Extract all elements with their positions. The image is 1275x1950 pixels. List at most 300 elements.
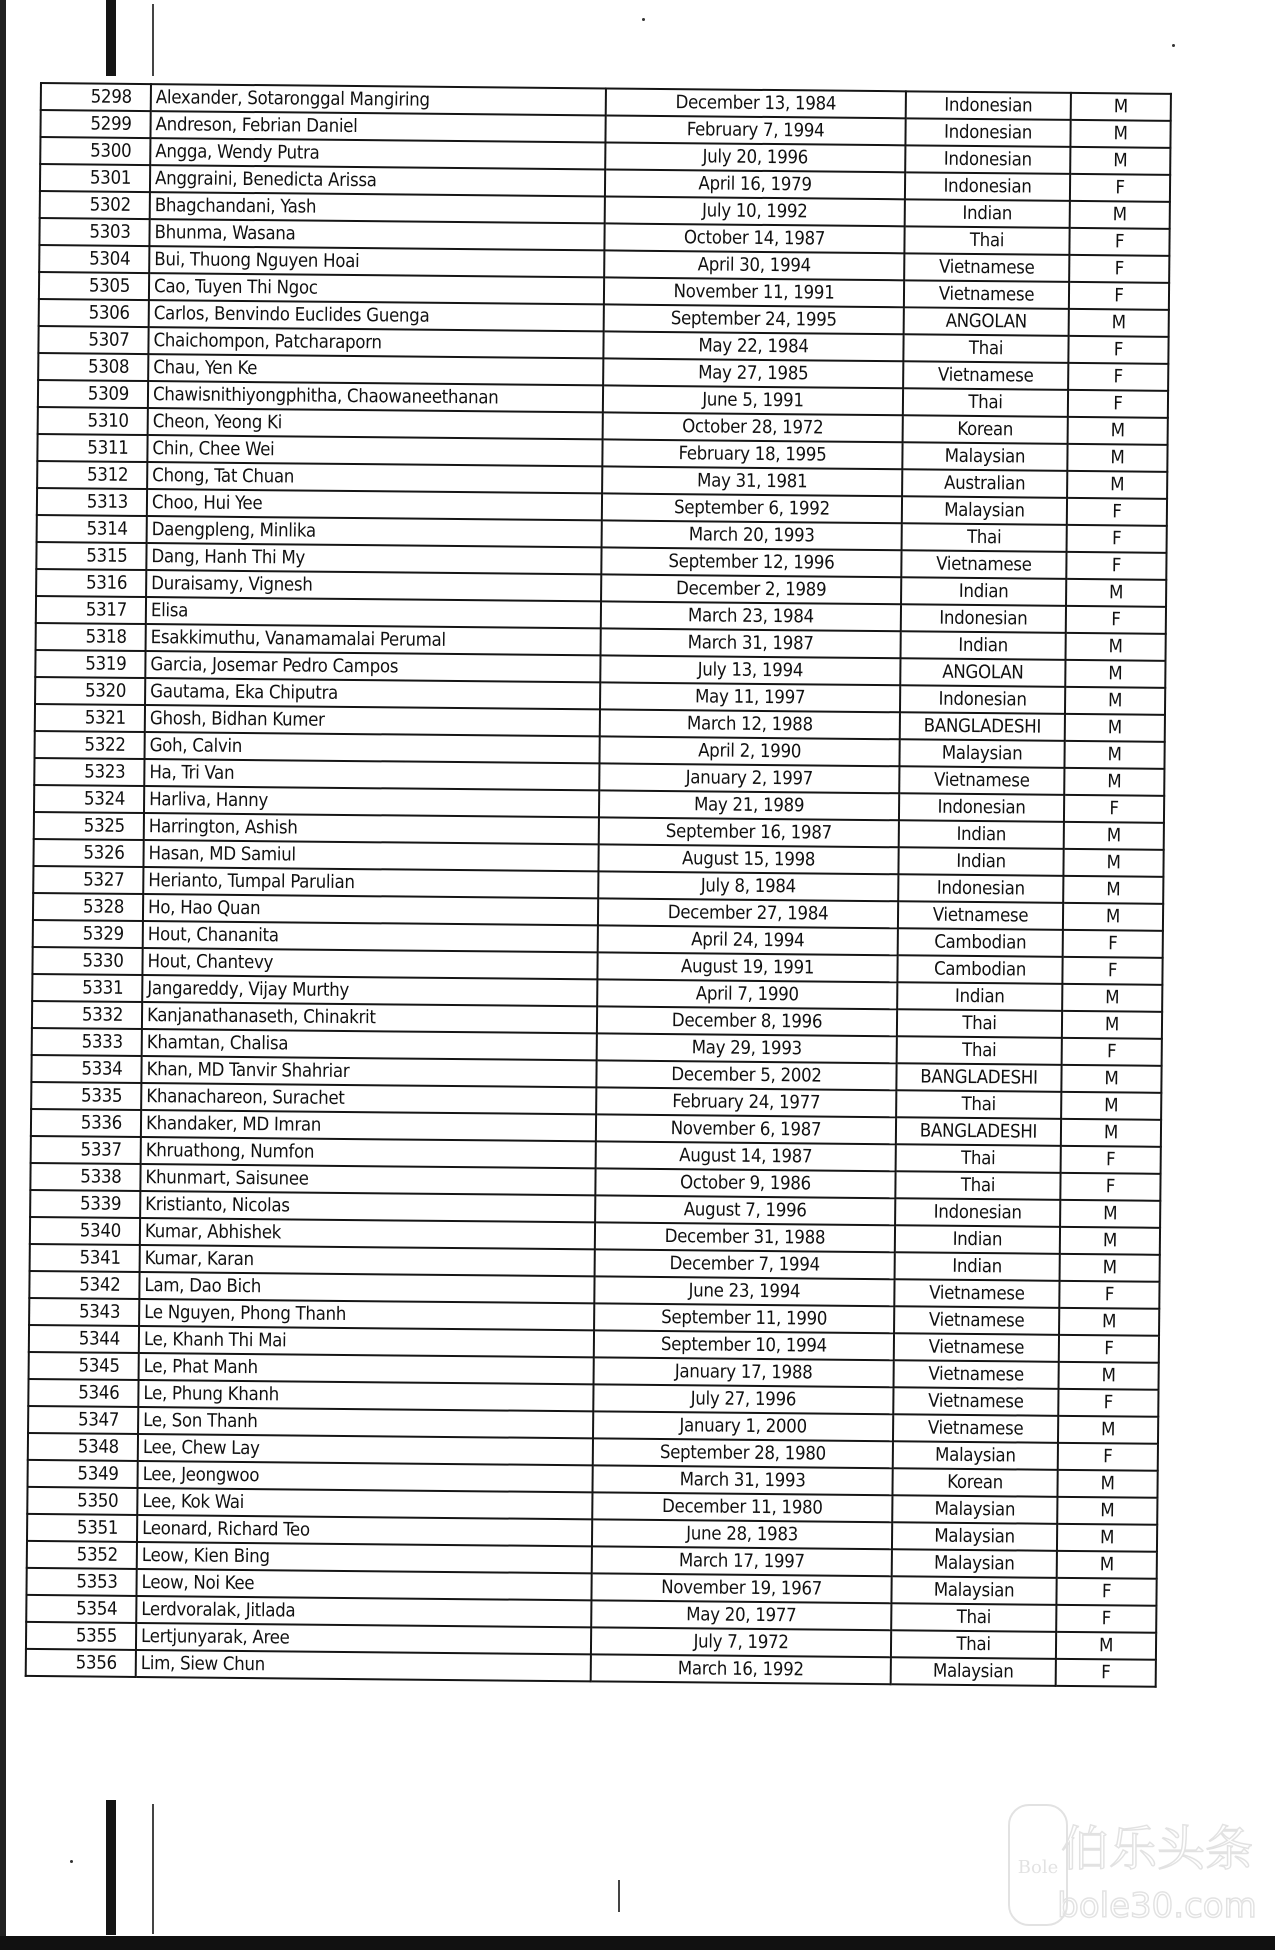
- cell-sex: F: [1068, 336, 1168, 364]
- cell-date-of-birth: July 20, 1996: [605, 142, 905, 172]
- cell-sex: M: [1070, 147, 1170, 175]
- cell-sex: F: [1066, 606, 1166, 634]
- cell-number: 5350: [27, 1487, 137, 1515]
- cell-number: 5307: [38, 326, 148, 354]
- cell-sex: F: [1069, 228, 1169, 256]
- cell-number: 5355: [26, 1622, 136, 1650]
- cell-sex: M: [1064, 822, 1164, 850]
- cell-sex: F: [1061, 1146, 1161, 1174]
- cell-date-of-birth: September 12, 1996: [601, 547, 901, 577]
- cell-name: Leonard, Richard Teo: [137, 1515, 592, 1546]
- cell-number: 5323: [34, 758, 144, 786]
- cell-sex: M: [1071, 93, 1171, 121]
- cell-number: 5356: [26, 1649, 136, 1677]
- cell-number: 5322: [35, 731, 145, 759]
- cell-nationality: Malaysian: [892, 1495, 1057, 1524]
- cell-name: Lerdvoralak, Jitlada: [136, 1596, 591, 1627]
- cell-number: 5341: [30, 1244, 140, 1272]
- cell-number: 5333: [32, 1028, 142, 1056]
- cell-nationality: Thai: [902, 523, 1067, 552]
- cell-sex: F: [1070, 174, 1170, 202]
- cell-name: Khandaker, MD Imran: [141, 1110, 596, 1141]
- cell-date-of-birth: January 17, 1988: [594, 1357, 894, 1387]
- cell-date-of-birth: March 31, 1993: [592, 1465, 892, 1495]
- watermark-logo: [1007, 1795, 1257, 1930]
- cell-name: Carlos, Benvindo Euclides Guenga: [149, 300, 604, 331]
- cell-date-of-birth: May 11, 1997: [600, 682, 900, 712]
- cell-nationality: Indonesian: [905, 118, 1070, 147]
- cell-name: Garcia, Josemar Pedro Campos: [145, 651, 600, 682]
- cell-nationality: Indonesian: [898, 874, 1063, 903]
- scan-speck: [70, 1860, 73, 1863]
- cell-nationality: BANGLADESHI: [900, 712, 1065, 741]
- cell-name: Lee, Chew Lay: [138, 1434, 593, 1465]
- cell-sex: M: [1067, 444, 1167, 472]
- cell-number: 5299: [40, 110, 150, 138]
- cell-sex: F: [1064, 795, 1164, 823]
- cell-date-of-birth: December 27, 1984: [598, 898, 898, 928]
- cell-nationality: Indian: [899, 820, 1064, 849]
- cell-number: 5301: [40, 164, 150, 192]
- cell-date-of-birth: August 19, 1991: [597, 952, 897, 982]
- cell-name: Kristianto, Nicolas: [140, 1191, 595, 1222]
- cell-number: 5314: [37, 515, 147, 543]
- cell-sex: F: [1068, 363, 1168, 391]
- scan-speck: [1172, 44, 1175, 47]
- cell-number: 5315: [36, 542, 146, 570]
- cell-sex: F: [1062, 957, 1162, 985]
- cell-nationality: Vietnamese: [904, 253, 1069, 282]
- cell-nationality: Indonesian: [906, 91, 1071, 120]
- svg-text:Bole: Bole: [1017, 1857, 1059, 1878]
- cell-nationality: Korean: [903, 415, 1068, 444]
- cell-name: Chong, Tat Chuan: [147, 462, 602, 493]
- cell-number: 5306: [39, 299, 149, 327]
- cell-sex: M: [1060, 1227, 1160, 1255]
- svg-text:伯乐头条: 伯乐头条: [1060, 1821, 1254, 1877]
- cell-nationality: BANGLADESHI: [896, 1117, 1061, 1146]
- cell-number: 5334: [31, 1055, 141, 1083]
- cell-sex: M: [1060, 1200, 1160, 1228]
- cell-sex: M: [1061, 1119, 1161, 1147]
- cell-name: Lertjunyarak, Aree: [136, 1623, 591, 1654]
- cell-sex: M: [1064, 768, 1164, 796]
- cell-number: 5320: [35, 677, 145, 705]
- cell-nationality: Thai: [897, 1036, 1062, 1065]
- cell-name: Le, Phung Khanh: [138, 1380, 593, 1411]
- cell-sex: M: [1057, 1497, 1157, 1525]
- cell-date-of-birth: July 13, 1994: [600, 655, 900, 685]
- cell-sex: F: [1069, 255, 1169, 283]
- cell-number: 5313: [37, 488, 147, 516]
- cell-nationality: Malaysian: [891, 1657, 1056, 1686]
- cell-date-of-birth: May 29, 1993: [597, 1033, 897, 1063]
- cell-sex: F: [1056, 1605, 1156, 1633]
- cell-sex: M: [1066, 633, 1166, 661]
- cell-name: Elisa: [146, 597, 601, 628]
- cell-nationality: Vietnamese: [899, 766, 1064, 795]
- cell-date-of-birth: December 13, 1984: [606, 88, 906, 118]
- cell-date-of-birth: August 15, 1998: [598, 844, 898, 874]
- cell-nationality: Cambodian: [897, 955, 1062, 984]
- cell-nationality: Vietnamese: [898, 901, 1063, 930]
- cell-number: 5330: [32, 947, 142, 975]
- cell-date-of-birth: September 28, 1980: [593, 1438, 893, 1468]
- cell-name: Chawisnithiyongphitha, Chaowaneethanan: [148, 381, 603, 412]
- cell-number: 5325: [34, 812, 144, 840]
- cell-number: 5308: [38, 353, 148, 381]
- cell-date-of-birth: May 20, 1977: [591, 1600, 891, 1630]
- cell-date-of-birth: October 14, 1987: [604, 223, 904, 253]
- cell-date-of-birth: September 10, 1994: [594, 1330, 894, 1360]
- cell-date-of-birth: December 11, 1980: [592, 1492, 892, 1522]
- cell-date-of-birth: August 7, 1996: [595, 1195, 895, 1225]
- cell-name: Le Nguyen, Phong Thanh: [139, 1299, 594, 1330]
- cell-date-of-birth: May 21, 1989: [599, 790, 899, 820]
- cell-number: 5339: [30, 1190, 140, 1218]
- cell-number: 5340: [30, 1217, 140, 1245]
- cell-date-of-birth: September 11, 1990: [594, 1303, 894, 1333]
- cell-number: 5332: [32, 1001, 142, 1029]
- cell-nationality: Indian: [901, 577, 1066, 606]
- cell-nationality: Thai: [891, 1603, 1056, 1632]
- cell-date-of-birth: July 10, 1992: [605, 196, 905, 226]
- cell-date-of-birth: April 24, 1994: [598, 925, 898, 955]
- cell-name: Harrington, Ashish: [144, 813, 599, 844]
- cell-sex: M: [1063, 903, 1163, 931]
- cell-sex: M: [1057, 1551, 1157, 1579]
- cell-sex: M: [1069, 309, 1169, 337]
- cell-number: 5321: [35, 704, 145, 732]
- cell-date-of-birth: February 18, 1995: [602, 439, 902, 469]
- cell-number: 5345: [29, 1352, 139, 1380]
- scan-speck: [642, 18, 645, 21]
- cell-nationality: Indonesian: [905, 172, 1070, 201]
- cell-name: Daengpleng, Minlika: [147, 516, 602, 547]
- cell-number: 5346: [28, 1379, 138, 1407]
- cell-name: Khan, MD Tanvir Shahriar: [141, 1056, 596, 1087]
- cell-name: Duraisamy, Vignesh: [146, 570, 601, 601]
- cell-sex: F: [1059, 1335, 1159, 1363]
- cell-sex: M: [1064, 741, 1164, 769]
- cell-name: Leow, Noi Kee: [136, 1569, 591, 1600]
- cell-sex: M: [1062, 984, 1162, 1012]
- cell-sex: M: [1070, 201, 1170, 229]
- cell-nationality: Indian: [897, 982, 1062, 1011]
- cell-name: Dang, Hanh Thi My: [146, 543, 601, 574]
- cell-number: 5318: [36, 623, 146, 651]
- cell-name: Cheon, Yeong Ki: [148, 408, 603, 439]
- cell-sex: M: [1070, 120, 1170, 148]
- cell-nationality: Malaysian: [892, 1522, 1057, 1551]
- cell-name: Alexander, Sotaronggal Mangiring: [151, 84, 606, 115]
- cell-number: 5352: [27, 1541, 137, 1569]
- cell-sex: F: [1067, 525, 1167, 553]
- cell-date-of-birth: May 22, 1984: [603, 331, 903, 361]
- cell-nationality: Malaysian: [902, 496, 1067, 525]
- cell-sex: M: [1063, 876, 1163, 904]
- cell-sex: M: [1057, 1470, 1157, 1498]
- cell-number: 5327: [33, 866, 143, 894]
- cell-number: 5344: [29, 1325, 139, 1353]
- cell-sex: M: [1058, 1416, 1158, 1444]
- cell-nationality: Malaysian: [902, 442, 1067, 471]
- cell-sex: F: [1059, 1281, 1159, 1309]
- cell-nationality: Vietnamese: [901, 550, 1066, 579]
- cell-sex: F: [1060, 1173, 1160, 1201]
- cell-nationality: ANGOLAN: [904, 307, 1069, 336]
- cell-date-of-birth: November 6, 1987: [596, 1114, 896, 1144]
- cell-nationality: Thai: [904, 226, 1069, 255]
- cell-sex: M: [1062, 1011, 1162, 1039]
- cell-date-of-birth: July 27, 1996: [593, 1384, 893, 1414]
- cell-sex: M: [1057, 1524, 1157, 1552]
- cell-name: Chin, Chee Wei: [147, 435, 602, 466]
- cell-date-of-birth: April 16, 1979: [605, 169, 905, 199]
- cell-name: Harliva, Hanny: [144, 786, 599, 817]
- cell-sex: M: [1068, 417, 1168, 445]
- cell-nationality: Malaysian: [893, 1441, 1058, 1470]
- cell-date-of-birth: July 8, 1984: [598, 871, 898, 901]
- cell-sex: M: [1061, 1092, 1161, 1120]
- cell-date-of-birth: April 2, 1990: [599, 736, 899, 766]
- cell-sex: M: [1065, 660, 1165, 688]
- cell-number: 5348: [28, 1433, 138, 1461]
- cell-name: Le, Phat Manh: [139, 1353, 594, 1384]
- cell-nationality: Thai: [903, 334, 1068, 363]
- cell-date-of-birth: June 5, 1991: [603, 385, 903, 415]
- cell-sex: M: [1067, 471, 1167, 499]
- cell-date-of-birth: March 16, 1992: [591, 1654, 891, 1684]
- cell-sex: F: [1068, 390, 1168, 418]
- cell-nationality: Vietnamese: [894, 1360, 1059, 1389]
- cell-name: Ha, Tri Van: [144, 759, 599, 790]
- cell-nationality: Vietnamese: [893, 1414, 1058, 1443]
- cell-sex: F: [1062, 1038, 1162, 1066]
- cell-name: Chau, Yen Ke: [148, 354, 603, 385]
- cell-number: 5343: [29, 1298, 139, 1326]
- cell-number: 5317: [36, 596, 146, 624]
- cell-nationality: Indian: [905, 199, 1070, 228]
- cell-nationality: Cambodian: [898, 928, 1063, 957]
- cell-sex: F: [1056, 1659, 1156, 1687]
- cell-nationality: Vietnamese: [904, 280, 1069, 309]
- cell-number: 5304: [39, 245, 149, 273]
- cell-nationality: Vietnamese: [903, 361, 1068, 390]
- cell-sex: M: [1065, 714, 1165, 742]
- cell-name: Lee, Kok Wai: [137, 1488, 592, 1519]
- cell-number: 5335: [31, 1082, 141, 1110]
- cell-nationality: Indonesian: [905, 145, 1070, 174]
- cell-name: Hout, Chantevy: [142, 948, 597, 979]
- cell-date-of-birth: November 19, 1967: [591, 1573, 891, 1603]
- cell-name: Kumar, Karan: [140, 1245, 595, 1276]
- cell-date-of-birth: March 20, 1993: [602, 520, 902, 550]
- cell-name: Hout, Chananita: [143, 921, 598, 952]
- cell-sex: M: [1059, 1308, 1159, 1336]
- cell-number: 5303: [39, 218, 149, 246]
- cell-number: 5347: [28, 1406, 138, 1434]
- cell-number: 5328: [33, 893, 143, 921]
- cell-sex: F: [1069, 282, 1169, 310]
- cell-name: Angga, Wendy Putra: [150, 138, 605, 169]
- cell-number: 5336: [31, 1109, 141, 1137]
- binder-line-bottom: [152, 1804, 154, 1934]
- cell-date-of-birth: February 7, 1994: [605, 115, 905, 145]
- cell-name: Bui, Thuong Nguyen Hoai: [149, 246, 604, 277]
- cell-name: Andreson, Febrian Daniel: [150, 111, 605, 142]
- cell-sex: F: [1058, 1389, 1158, 1417]
- cell-nationality: Thai: [897, 1009, 1062, 1038]
- cell-nationality: Malaysian: [891, 1576, 1056, 1605]
- cell-name: Chaichompon, Patcharaporn: [148, 327, 603, 358]
- cell-number: 5331: [32, 974, 142, 1002]
- cell-name: Khanachareon, Surachet: [141, 1083, 596, 1114]
- cell-date-of-birth: March 12, 1988: [600, 709, 900, 739]
- cell-date-of-birth: May 27, 1985: [603, 358, 903, 388]
- cell-sex: M: [1060, 1254, 1160, 1282]
- cell-number: 5354: [26, 1595, 136, 1623]
- cell-name: Khunmart, Saisunee: [140, 1164, 595, 1195]
- cell-name: Lee, Jeongwoo: [138, 1461, 593, 1492]
- roster-body: [26, 83, 1171, 1687]
- cell-nationality: Indonesian: [895, 1198, 1060, 1227]
- cell-name: Goh, Calvin: [145, 732, 600, 763]
- cell-date-of-birth: May 31, 1981: [602, 466, 902, 496]
- cell-name: Choo, Hui Yee: [147, 489, 602, 520]
- cell-sex: F: [1066, 552, 1166, 580]
- cell-nationality: Indonesian: [901, 604, 1066, 633]
- cell-name: Le, Khanh Thi Mai: [139, 1326, 594, 1357]
- cell-nationality: Indonesian: [899, 793, 1064, 822]
- cell-number: 5353: [26, 1568, 136, 1596]
- passenger-list: [25, 82, 1170, 1688]
- cell-name: Le, Son Thanh: [138, 1407, 593, 1438]
- cell-nationality: BANGLADESHI: [896, 1063, 1061, 1092]
- cell-nationality: Thai: [896, 1144, 1061, 1173]
- binder-mark-top: [106, 0, 116, 76]
- cell-number: 5305: [39, 272, 149, 300]
- cell-number: 5319: [35, 650, 145, 678]
- cell-nationality: Thai: [895, 1171, 1060, 1200]
- cell-date-of-birth: June 23, 1994: [594, 1276, 894, 1306]
- cell-date-of-birth: March 31, 1987: [601, 628, 901, 658]
- cell-name: Lam, Dao Bich: [139, 1272, 594, 1303]
- cell-name: Lim, Siew Chun: [136, 1650, 591, 1681]
- cell-nationality: Vietnamese: [894, 1279, 1059, 1308]
- cell-date-of-birth: January 1, 2000: [593, 1411, 893, 1441]
- cell-date-of-birth: July 7, 1972: [591, 1627, 891, 1657]
- cell-nationality: Indonesian: [900, 685, 1065, 714]
- cell-name: Jangareddy, Vijay Murthy: [142, 975, 597, 1006]
- cell-nationality: Vietnamese: [894, 1333, 1059, 1362]
- cell-date-of-birth: September 24, 1995: [604, 304, 904, 334]
- cell-date-of-birth: April 7, 1990: [597, 979, 897, 1009]
- cell-date-of-birth: December 5, 2002: [596, 1060, 896, 1090]
- cell-name: Kanjanathanaseth, Chinakrit: [142, 1002, 597, 1033]
- cell-date-of-birth: October 28, 1972: [603, 412, 903, 442]
- cell-number: 5324: [34, 785, 144, 813]
- roster-table: [25, 82, 1172, 1688]
- cell-date-of-birth: August 14, 1987: [596, 1141, 896, 1171]
- cell-number: 5312: [37, 461, 147, 489]
- cell-number: 5311: [37, 434, 147, 462]
- cell-date-of-birth: February 24, 1977: [596, 1087, 896, 1117]
- cell-number: 5309: [38, 380, 148, 408]
- cell-sex: F: [1067, 498, 1167, 526]
- cell-number: 5302: [40, 191, 150, 219]
- cell-name: Hasan, MD Samiul: [143, 840, 598, 871]
- cell-number: 5351: [27, 1514, 137, 1542]
- cell-date-of-birth: September 16, 1987: [599, 817, 899, 847]
- svg-text:bole30.com: bole30.com: [1057, 1886, 1257, 1926]
- scan-edge-left: [0, 0, 6, 1950]
- scan-edge-bottom: [0, 1936, 1275, 1950]
- cell-sex: F: [1063, 930, 1163, 958]
- cell-number: 5337: [31, 1136, 141, 1164]
- cell-name: Herianto, Tumpal Parulian: [143, 867, 598, 898]
- cell-date-of-birth: December 7, 1994: [595, 1249, 895, 1279]
- cell-date-of-birth: April 30, 1994: [604, 250, 904, 280]
- cell-name: Anggraini, Benedicta Arissa: [150, 165, 605, 196]
- cell-nationality: Malaysian: [899, 739, 1064, 768]
- punch-mark: [618, 1880, 620, 1912]
- cell-name: Ghosh, Bidhan Kumer: [145, 705, 600, 736]
- cell-name: Khamtan, Chalisa: [142, 1029, 597, 1060]
- cell-date-of-birth: January 2, 1997: [599, 763, 899, 793]
- cell-number: 5338: [30, 1163, 140, 1191]
- cell-name: Kumar, Abhishek: [140, 1218, 595, 1249]
- cell-number: 5300: [40, 137, 150, 165]
- cell-date-of-birth: June 28, 1983: [592, 1519, 892, 1549]
- cell-nationality: Korean: [892, 1468, 1057, 1497]
- cell-nationality: Thai: [903, 388, 1068, 417]
- cell-name: Bhagchandani, Yash: [150, 192, 605, 223]
- cell-sex: M: [1059, 1362, 1159, 1390]
- cell-nationality: Indian: [895, 1252, 1060, 1281]
- cell-date-of-birth: October 9, 1986: [595, 1168, 895, 1198]
- cell-number: 5349: [28, 1460, 138, 1488]
- cell-name: Gautama, Eka Chiputra: [145, 678, 600, 709]
- cell-name: Leow, Kien Bing: [137, 1542, 592, 1573]
- cell-nationality: Vietnamese: [894, 1306, 1059, 1335]
- cell-number: 5342: [29, 1271, 139, 1299]
- cell-nationality: Thai: [891, 1630, 1056, 1659]
- cell-sex: M: [1056, 1632, 1156, 1660]
- cell-date-of-birth: March 23, 1984: [601, 601, 901, 631]
- cell-date-of-birth: December 31, 1988: [595, 1222, 895, 1252]
- cell-nationality: Indian: [895, 1225, 1060, 1254]
- cell-number: 5310: [38, 407, 148, 435]
- cell-date-of-birth: December 8, 1996: [597, 1006, 897, 1036]
- cell-sex: M: [1066, 579, 1166, 607]
- cell-number: 5329: [33, 920, 143, 948]
- cell-name: Esakkimuthu, Vanamamalai Perumal: [146, 624, 601, 655]
- binder-mark-bottom: [106, 1800, 116, 1935]
- cell-nationality: Thai: [896, 1090, 1061, 1119]
- cell-number: 5298: [41, 83, 151, 111]
- cell-name: Cao, Tuyen Thi Ngoc: [149, 273, 604, 304]
- cell-number: 5316: [36, 569, 146, 597]
- cell-sex: M: [1061, 1065, 1161, 1093]
- cell-date-of-birth: September 6, 1992: [602, 493, 902, 523]
- cell-date-of-birth: December 2, 1989: [601, 574, 901, 604]
- cell-nationality: Malaysian: [892, 1549, 1057, 1578]
- cell-date-of-birth: March 17, 1997: [592, 1546, 892, 1576]
- cell-nationality: Vietnamese: [893, 1387, 1058, 1416]
- cell-nationality: Australian: [902, 469, 1067, 498]
- cell-sex: F: [1058, 1443, 1158, 1471]
